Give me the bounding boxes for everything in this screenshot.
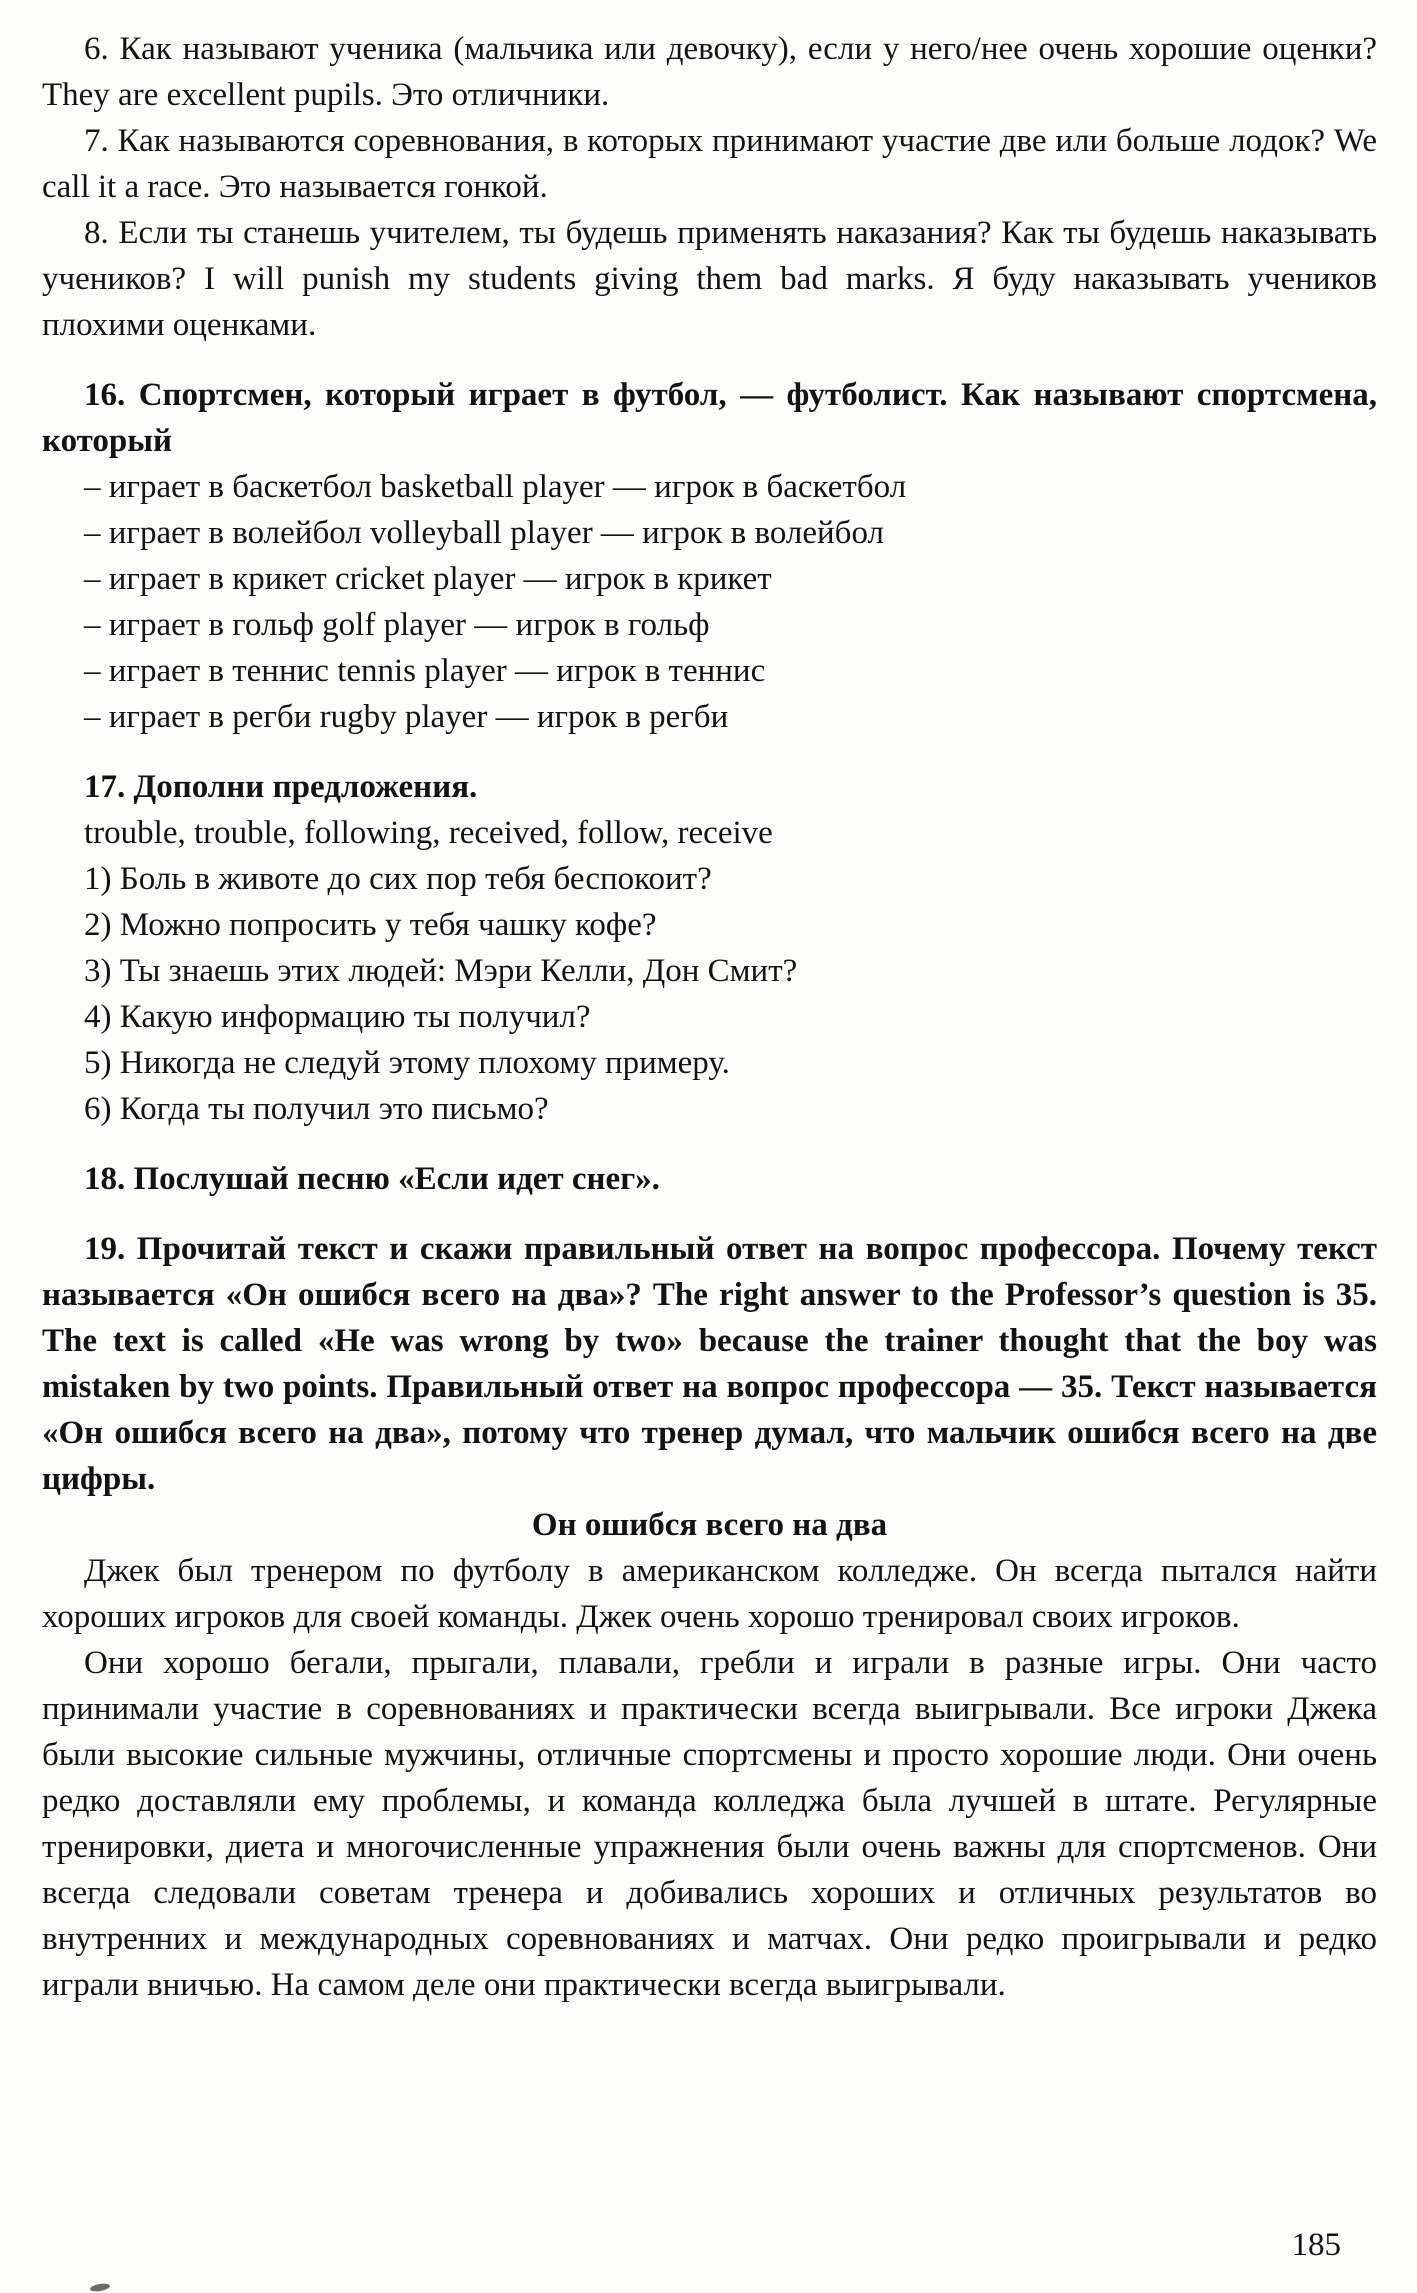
answer-paragraph-7: 7. Как называются соревнования, в которых принимают участие две или больше лодок? We call it a race. Это называется гонкой.: [42, 123, 1377, 205]
list-item: 1) Боль в животе до сих пор тебя беспокоит?: [84, 861, 712, 897]
list-item: 3) Ты знаешь этих людей: Мэри Келли, Дон Смит?: [84, 953, 798, 989]
scan-artifact-mark: [90, 2282, 111, 2292]
exercise-17-heading: 17. Дополни предложения.: [84, 769, 478, 805]
list-item: – играет в теннис tennis player — игрок в теннис: [84, 653, 766, 689]
answer-paragraph-8: 8. Если ты станешь учителем, ты будешь применять наказания? Как ты будешь наказывать учеников? I will punish my students giving them bad marks. Я буду наказывать учеников плохими оценками.: [42, 215, 1377, 343]
exercise-17-word-bank: trouble, trouble, following, received, follow, receive: [84, 815, 773, 851]
exercise-16-heading: 16. Спортсмен, который играет в футбол, — футболист. Как называют спортсмена, который: [42, 377, 1377, 459]
answer-paragraph-6: 6. Как называют ученика (мальчика или девочку), если у него/нее очень хорошие оценки? They are excellent pupils. Это отличники.: [42, 31, 1377, 113]
story-paragraph-2: Они хорошо бегали, прыгали, плавали, гребли и играли в разные игры. Они часто принимали участие в соревнованиях и практически всегда выигрывали. Все игроки Джека были высокие сильные мужчины, отличные спортсмены и просто хорошие люди. Они очень редко доставляли ему проблемы, и команда колледжа была лучшей в штате. Регулярные тренировки, диета и многочисленные упражнения были очень важны для спортсменов. Они всегда следовали советам тренера и добивались хороших и отличных результатов во внутренних и международных соревнованиях и матчах. Они редко проигрывали и редко играли вничью. На самом деле они практически всегда выигрывали.: [42, 1645, 1377, 2003]
exercise-17-sentences: [42, 856, 1377, 1132]
story-title: Он ошибся всего на два: [531, 1507, 888, 1543]
exercise-18-heading: 18. Послушай песню «Если идет снег».: [84, 1161, 660, 1197]
list-item: 4) Какую информацию ты получил?: [84, 999, 591, 1035]
exercise-16-list: [42, 464, 1377, 740]
list-item: – играет в гольф golf player — игрок в гольф: [84, 607, 710, 643]
list-item: 5) Никогда не следуй этому плохому примеру.: [84, 1045, 730, 1081]
page-content: [42, 26, 1377, 2008]
list-item: – играет в баскетбол basketball player — игрок в баскетбол: [84, 469, 907, 505]
page-number: 185: [1291, 2227, 1341, 2263]
list-item: 2) Можно попросить у тебя чашку кофе?: [84, 907, 657, 943]
list-item: – играет в регби rugby player — игрок в регби: [84, 699, 729, 735]
exercise-19-answer: 19. Прочитай текст и скажи правильный ответ на вопрос профессора. Почему текст называется «Он ошибся всего на два»? The right answer to the Professor’s question is 35. The text is called «He was wrong by two» because the trainer thought that the boy was mistaken by two points. Правильный ответ на вопрос профессора — 35. Текст называется «Он ошибся всего на два», потому что тренер думал, что мальчик ошибся всего на две цифры.: [42, 1231, 1377, 1497]
story-paragraph-1: Джек был тренером по футболу в американском колледже. Он всегда пытался найти хороших игроков для своей команды. Джек очень хорошо тренировал своих игроков.: [42, 1553, 1377, 1635]
list-item: – играет в крикет cricket player — игрок в крикет: [84, 561, 772, 597]
list-item: 6) Когда ты получил это письмо?: [84, 1091, 549, 1127]
list-item: – играет в волейбол volleyball player — игрок в волейбол: [84, 515, 885, 551]
